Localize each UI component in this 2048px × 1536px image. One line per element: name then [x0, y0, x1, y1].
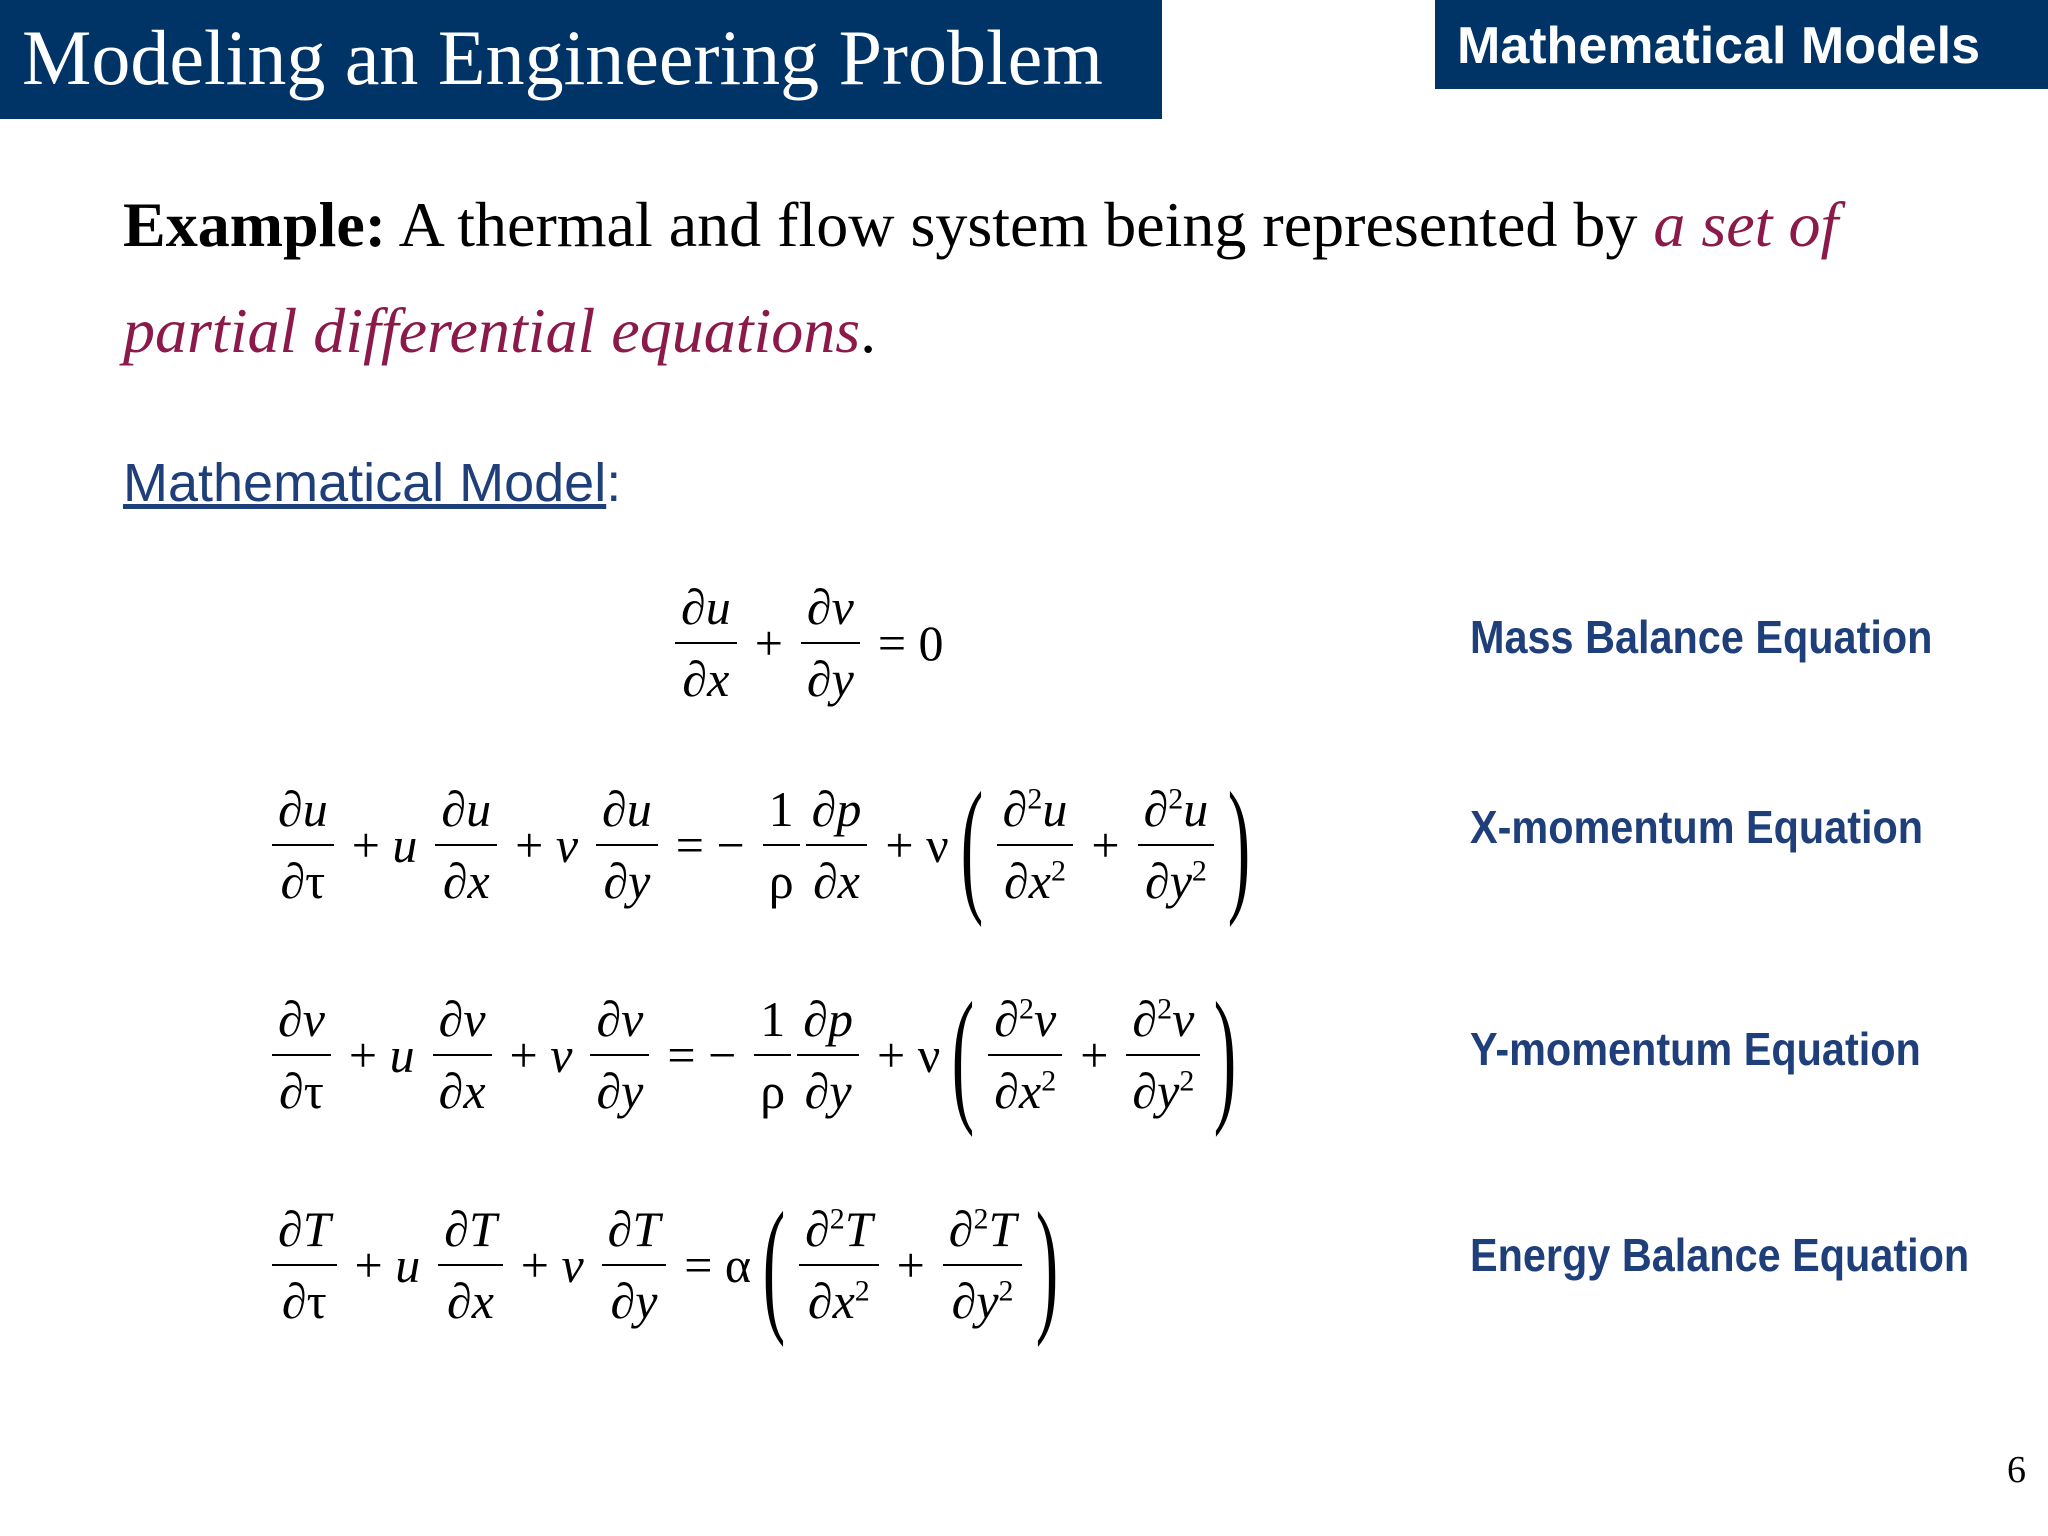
mass-balance-label: Mass Balance Equation: [1470, 611, 1933, 663]
title-bar: [0, 0, 1162, 119]
section-tag-label: Mathematical Models: [1457, 17, 1981, 75]
slide-title: Modeling an Engineering Problem: [22, 14, 1103, 101]
model-heading-suffix: :: [606, 453, 622, 513]
energy-balance-equation: $\frac{\partial T}{\partial\tau}$ + u $\frac{\partial T}{\partial x}$ + v $\frac{\partial T}{\partial y}$ = α ( $\frac{\partial^2T}{\partial x^2}$ + $\frac{\partial^2T}{\partial y^2}$ ): [262, 1190, 1062, 1340]
page-number: 6: [2007, 1449, 2026, 1491]
x-momentum-equation: $\frac{\partial u}{\partial\tau}$ + u $\frac{\partial u}{\partial x}$ + v $\frac{\partial u}{\partial y}$ = − $\frac{1}{\rho}$ $\frac{\partial p}{\partial x}$ + ν ( $\frac{\partial^2u}{\partial x^2}$ + $\frac{\partial^2u}{\partial y^2}$ ): [262, 770, 1254, 920]
energy-balance-label: Energy Balance Equation: [1470, 1229, 1970, 1281]
mass-balance-equation: $\frac{\partial u}{\partial x}$ + $\frac{\partial v}{\partial y}$ = 0: [665, 578, 952, 708]
example-text: A thermal and flow system being represented by: [386, 189, 1654, 260]
y-momentum-equation: $\frac{\partial v}{\partial\tau}$ + u $\frac{\partial v}{\partial x}$ + v $\frac{\partial v}{\partial y}$ = − $\frac{1}{\rho}$ $\frac{\partial p}{\partial y}$ + ν ( $\frac{\partial^2v}{\partial x^2}$ + $\frac{\partial^2v}{\partial y^2}$ ): [262, 980, 1240, 1130]
example-paragraph: [123, 172, 2003, 384]
example-label: Example:: [123, 189, 387, 260]
example-end: .: [860, 295, 877, 366]
x-momentum-label: X-momentum Equation: [1470, 801, 1924, 853]
section-tag: [1435, 0, 2048, 89]
model-heading: [123, 452, 621, 514]
example-highlight: a set of partial differential equations: [123, 189, 1839, 366]
y-momentum-label: Y-momentum Equation: [1470, 1023, 1921, 1075]
model-heading-link[interactable]: Mathematical Model: [123, 453, 607, 513]
